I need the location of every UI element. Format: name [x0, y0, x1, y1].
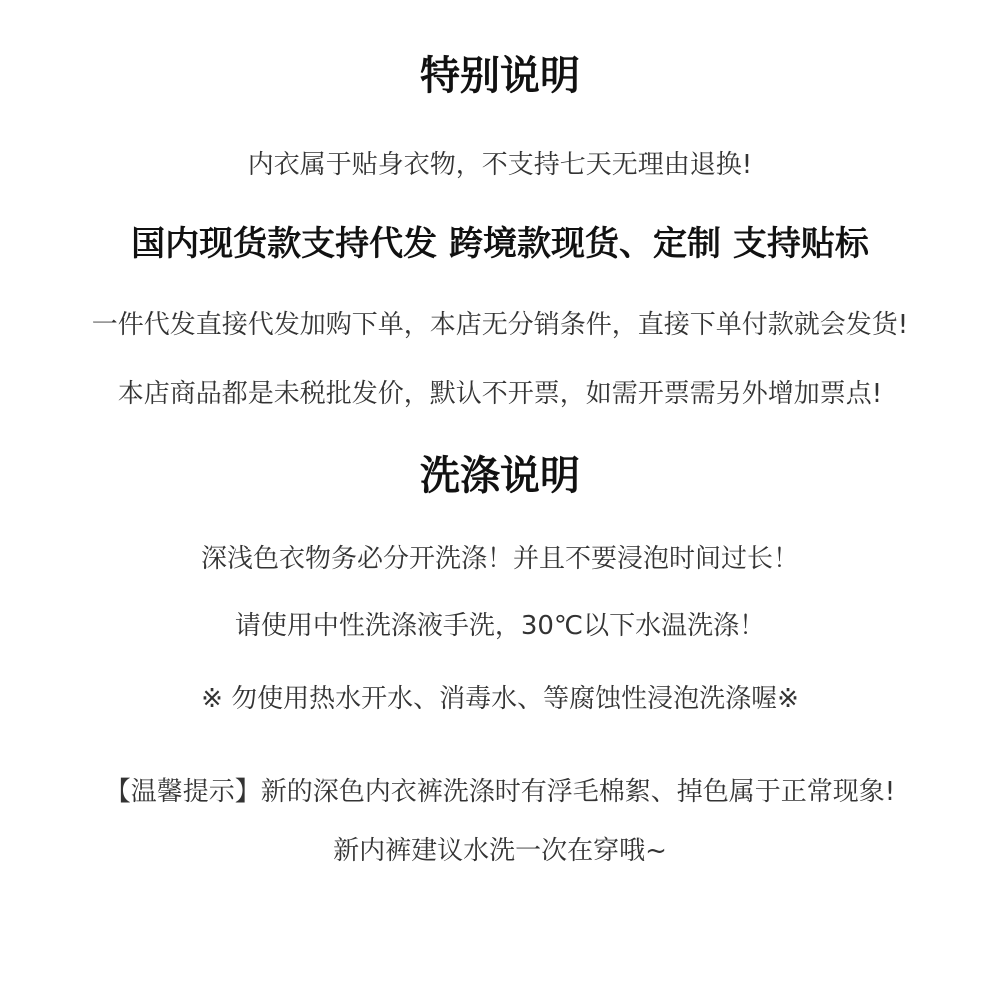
no-return-notice: 内衣属于贴身衣物，不支持七天无理由退换!: [247, 150, 753, 180]
invoice-notice: 本店商品都是未税批发价，默认不开票，如需开票需另外增加票点!: [117, 379, 883, 409]
warm-tip: 【温馨提示】新的深色内衣裤洗涤时有浮毛棉絮、掉色属于正常现象!: [104, 777, 896, 807]
hand-wash-instruction: 请使用中性洗涤液手洗，30℃以下水温洗涤！: [234, 611, 766, 641]
wash-before-wearing-tip: 新内裤建议水洗一次在穿哦~: [333, 836, 667, 866]
no-hot-water-warning: ※ 勿使用热水开水、消毒水、等腐蚀性浸泡洗涤喔※: [201, 684, 799, 714]
dropship-order-notice: 一件代发直接代发加购下单，本店无分销条件，直接下单付款就会发货!: [91, 310, 909, 340]
separate-colors-instruction: 深浅色衣物务必分开洗涤！并且不要浸泡时间过长！: [200, 544, 799, 574]
washing-instructions-title: 洗涤说明: [420, 453, 580, 499]
dropship-labeling-notice: 国内现货款支持代发 跨境款现货、定制 支持贴标: [131, 224, 869, 264]
special-notice-title: 特别说明: [420, 53, 580, 99]
